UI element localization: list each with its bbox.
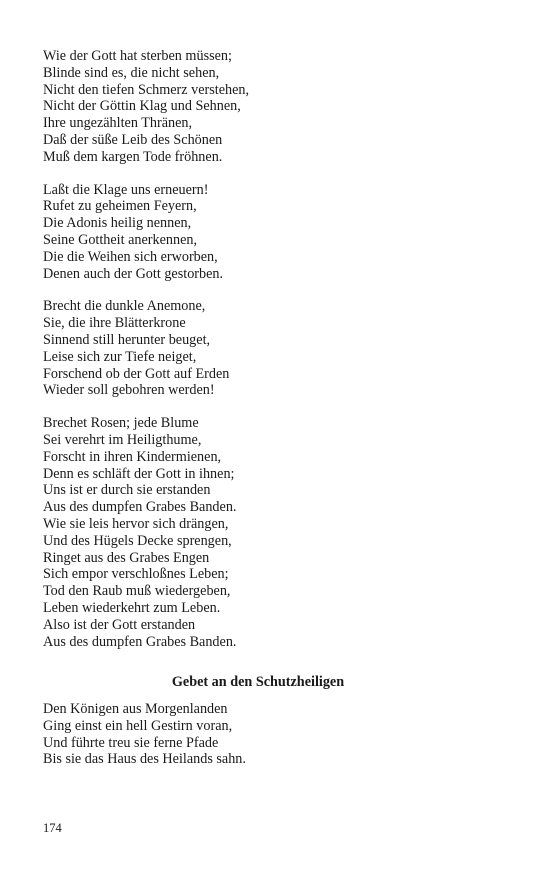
poem-line: Also ist der Gott erstanden	[43, 616, 196, 633]
stanza-final	[43, 701, 513, 768]
poem-line: Ging einst ein hell Gestirn voran,	[43, 717, 233, 734]
poem-line: Forschend ob der Gott auf Erden	[43, 365, 230, 382]
poem-line: Seine Gottheit anerkennen,	[43, 231, 198, 248]
poem-line: Wie der Gott hat sterben müssen;	[43, 48, 232, 64]
poem-line: Sie, die ihre Blätterkrone	[43, 315, 186, 332]
poem-line: Denen auch der Gott gestorben.	[43, 265, 224, 282]
poem-line: Tod den Raub muß wiedergeben,	[43, 583, 231, 600]
poem-line: Die Adonis heilig nennen,	[43, 215, 192, 232]
poem-line: Aus des dumpfen Grabes Banden.	[43, 499, 237, 516]
poem-line: Ringet aus des Grabes Engen	[43, 549, 210, 566]
poem-line: Und führte treu sie ferne Pfade	[43, 734, 219, 751]
poem-line: Brecht die dunkle Anemone,	[43, 298, 206, 315]
poem-line: Forscht in ihren Kindermienen,	[43, 448, 222, 465]
poem-line: Bis sie das Haus des Heilands sahn.	[43, 751, 246, 768]
poem-line: Leise sich zur Tiefe neiget,	[43, 348, 197, 365]
stanza-3	[43, 298, 513, 399]
poem-line: Laßt die Klage uns erneuern!	[43, 181, 209, 198]
poem-line: Uns ist er durch sie erstanden	[43, 482, 211, 499]
poem-line: Leben wiederkehrt zum Leben.	[43, 599, 221, 616]
poem-line: Ihre ungezählten Thränen,	[43, 115, 193, 132]
poem-line: Nicht der Göttin Klag und Sehnen,	[43, 98, 241, 115]
poem-line: Wieder soll gebohren werden!	[43, 382, 215, 399]
poem-line: Rufet zu geheimen Feyern,	[43, 198, 197, 215]
stanza-4	[43, 415, 513, 650]
poem-line: Die die Weihen sich erworben,	[43, 248, 218, 265]
poem-line: Muß dem kargen Tode fröhnen.	[43, 148, 223, 165]
poem-line: Denn es schläft der Gott in ihnen;	[43, 465, 235, 482]
poem-line: Aus des dumpfen Grabes Banden.	[43, 633, 237, 650]
poem-line: Sinnend still herunter beuget,	[43, 331, 211, 348]
poem-page	[43, 48, 513, 784]
poem-line: Den Königen aus Morgenlanden	[43, 701, 228, 718]
poem-line: Daß der süße Leib des Schönen	[43, 131, 223, 148]
poem-line: Nicht den tiefen Schmerz verstehen,	[43, 81, 250, 98]
poem-line: Und des Hügels Decke sprengen,	[43, 532, 232, 549]
poem-heading: Gebet an den Schutzheiligen	[171, 674, 345, 691]
poem-line: Blinde sind es, die nicht sehen,	[43, 64, 220, 81]
poem-line: Brechet Rosen; jede Blume	[43, 415, 199, 432]
poem-line: Sich empor verschloßnes Leben;	[43, 566, 229, 583]
poem-line: Sei verehrt im Heiligthume,	[43, 431, 202, 448]
stanza-2	[43, 182, 513, 283]
stanza-1	[43, 48, 513, 166]
page-number: 174	[43, 821, 62, 835]
poem-line: Wie sie leis hervor sich drängen,	[43, 515, 229, 532]
